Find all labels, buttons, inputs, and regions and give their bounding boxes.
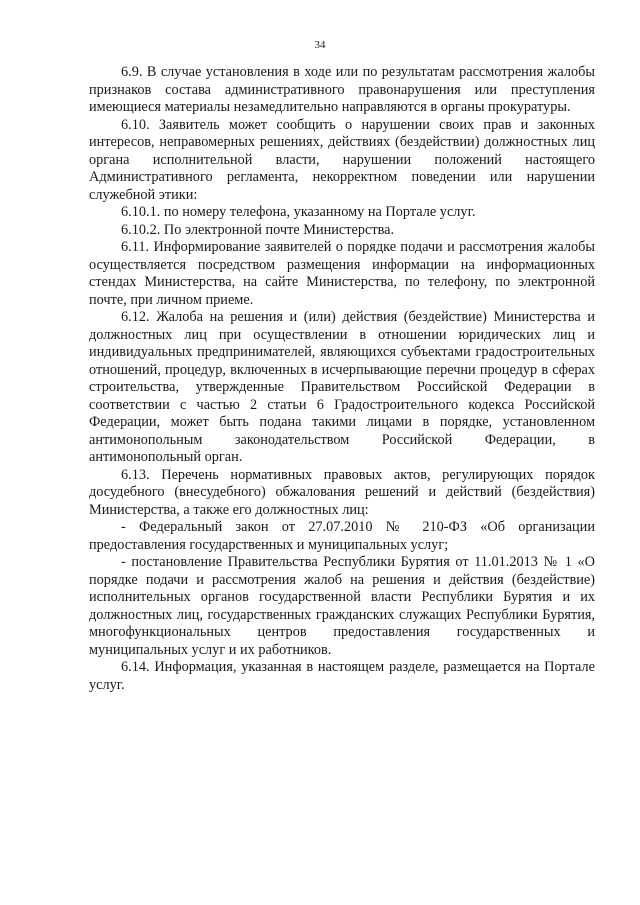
list-item-federal-law: - Федеральный закон от 27.07.2010 № 210-ФЗ «Об организации предоставления государственных и муниципальных услуг; (89, 519, 595, 553)
paragraph-6-9: 6.9. В случае установления в ходе или по результатам рассмотрения жалобы признаков состава административного правонарушения или преступления имеющиеся материалы незамедлительно направляются в органы прокуратуры. (89, 64, 595, 115)
list-item-government-resolution: - постановление Правительства Республики Бурятия от 11.01.2013 № 1 «О порядке подачи и рассмотрения жалоб на решения и действия (бездействие) исполнительных органов государственной власти Республики Бурятия и их должностных лиц, государственных гражданских служащих Республики Бурятия, многофункциональных центров предоставления государственных и муниципальных услуг и их работников. (89, 554, 595, 658)
page-number: 34 (314, 39, 326, 51)
paragraph-6-10: 6.10. Заявитель может сообщить о нарушении своих прав и законных интересов, неправомерных решениях, действиях (бездействии) должностных лиц органа исполнительной власти, нарушении положений настоящего Административного регламента, некорректном поведении или нарушении служебной этики: (89, 116, 595, 203)
paragraph-6-11: 6.11. Информирование заявителей о порядке подачи и рассмотрения жалобы осуществляется посредством размещения информации на информационных стендах Министерства, на сайте Министерства, по телефону, по электронной почте, при личном приеме. (89, 239, 595, 308)
paragraph-6-10-2: 6.10.2. По электронной почте Министерства. (121, 221, 395, 238)
paragraph-6-13: 6.13. Перечень нормативных правовых актов, регулирующих порядок досудебного (внесудебного) обжалования решений и действий (бездействия) Министерства, а также его должностных лиц: (89, 466, 595, 518)
document-body (89, 64, 595, 694)
paragraph-6-12: 6.12. Жалоба на решения и (или) действия (бездействие) Министерства и должностных лиц при осуществлении в отношении юридических лиц и индивидуальных предпринимателей, являющихся субъектами градостроительных отношений, процедур, включенных в исчерпывающие перечни процедур в сферах строительства, утвержденные Правительством Российской Федерации в соответствии с частью 2 статьи 6 Градостроительного кодекса Российской Федерации, может быть подана такими лицами в порядке, установленном антимонопольным законодательством Российской Федерации, в антимонопольный орган. (89, 309, 595, 465)
paragraph-6-10-1: 6.10.1. по номеру телефона, указанному на Портале услуг. (121, 204, 476, 220)
paragraph-6-14: 6.14. Информация, указанная в настоящем разделе, размещается на Портале услуг. (89, 659, 595, 693)
